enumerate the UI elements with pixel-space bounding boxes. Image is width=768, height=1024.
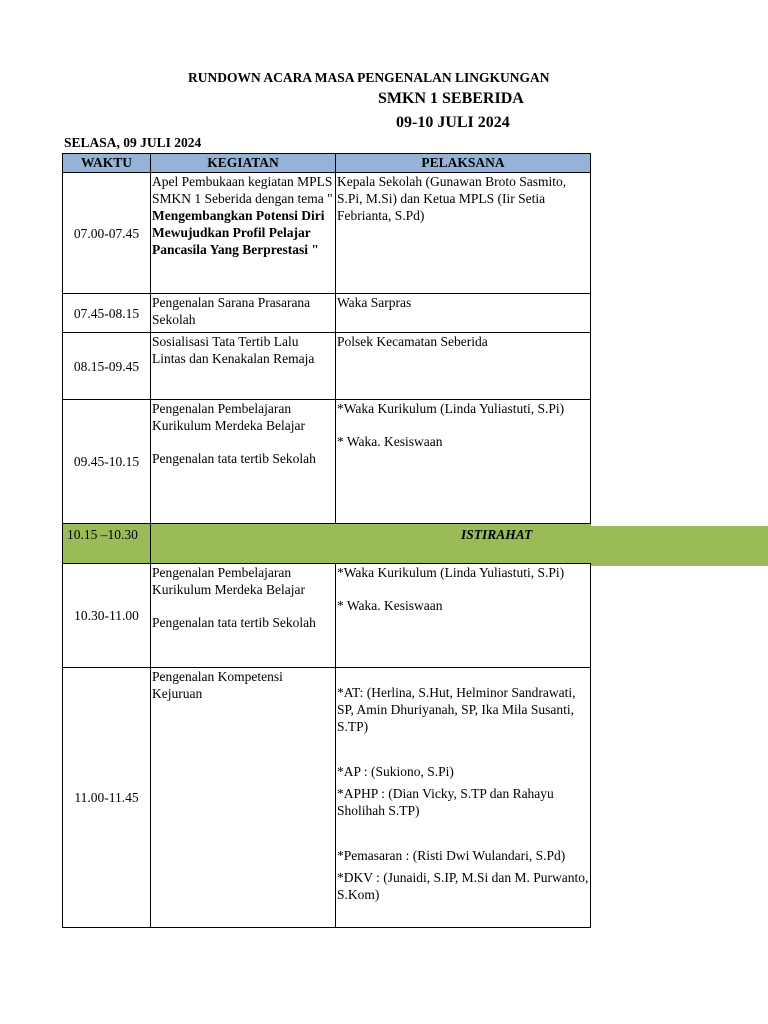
time-cell: 11.00-11.45 (63, 668, 151, 928)
executor-item: *AT: (Herlina, S.Hut, Helminor Sandrawati, SP, Amin Dhuriyanah, SP, Ika Mila Susanti, S.TP) (337, 685, 576, 734)
school-name: SMKN 1 SEBERIDA (378, 90, 524, 107)
activity-theme: Mengembangkan Potensi Diri Mewujudkan Profil Pelajar Pancasila Yang Berprestasi " (152, 208, 325, 257)
time-cell: 09.45-10.15 (63, 400, 151, 524)
table-row (63, 294, 591, 333)
executor-item: *AP : (Sukiono, S.Pi) (337, 764, 454, 779)
rundown-table (62, 153, 591, 928)
activity-item: Pengenalan tata tertib Sekolah (152, 615, 316, 630)
table-row (63, 564, 591, 668)
executor-item: *Waka Kurikulum (Linda Yuliastuti, S.Pi) (337, 401, 565, 416)
break-row (63, 524, 591, 564)
table-header-row (63, 154, 591, 173)
break-label-cell (151, 524, 591, 564)
activity-cell (151, 564, 336, 668)
break-time-cell: 10.15 –10.30 (63, 524, 151, 564)
executor-cell: Waka Sarpras (336, 294, 591, 333)
column-header-executor: PELAKSANA (336, 154, 591, 173)
executor-item: * Waka. Kesiswaan (337, 598, 443, 613)
executor-cell: Kepala Sekolah (Gunawan Broto Sasmito, S.Pi, M.Si) dan Ketua MPLS (Iir Setia Febrianta, S.Pd) (336, 173, 591, 294)
day-heading: SELASA, 09 JULI 2024 (64, 135, 202, 150)
table-row (63, 333, 591, 400)
activity-cell: Pengenalan Sarana Prasarana Sekolah (151, 294, 336, 333)
time-cell: 10.30-11.00 (63, 564, 151, 668)
activity-cell (151, 400, 336, 524)
table-row (63, 668, 591, 928)
table-row (63, 173, 591, 294)
executor-cell (336, 564, 591, 668)
event-dates: 09-10 JULI 2024 (396, 114, 510, 131)
column-header-time: WAKTU (63, 154, 151, 173)
activity-cell: Sosialisasi Tata Tertib Lalu Lintas dan Kenakalan Remaja (151, 333, 336, 400)
time-cell: 07.00-07.45 (63, 173, 151, 294)
executor-cell: Polsek Kecamatan Seberida (336, 333, 591, 400)
break-label: ISTIRAHAT (461, 527, 533, 542)
activity-text: Apel Pembukaan kegiatan MPLS SMKN 1 Seberida dengan tema " (152, 174, 333, 206)
executor-cell (336, 668, 591, 928)
column-header-activity: KEGIATAN (151, 154, 336, 173)
executor-item: * Waka. Kesiswaan (337, 434, 443, 449)
document-title: RUNDOWN ACARA MASA PENGENALAN LINGKUNGAN (188, 70, 550, 85)
time-cell: 08.15-09.45 (63, 333, 151, 400)
activity-item: Pengenalan Pembelajaran Kurikulum Merdeka Belajar (152, 565, 305, 597)
activity-cell: Pengenalan Kompetensi Kejuruan (151, 668, 336, 928)
table-row (63, 400, 591, 524)
break-row-fill-extension (590, 526, 768, 566)
executor-item: *Waka Kurikulum (Linda Yuliastuti, S.Pi) (337, 565, 565, 580)
activity-cell (151, 173, 336, 294)
executor-item: *APHP : (Dian Vicky, S.TP dan Rahayu Sholihah S.TP) (337, 786, 554, 818)
executor-item: *DKV : (Junaidi, S.IP, M.Si dan M. Purwanto, S.Kom) (337, 870, 589, 902)
executor-item: *Pemasaran : (Risti Dwi Wulandari, S.Pd) (337, 848, 566, 863)
executor-cell (336, 400, 591, 524)
time-cell: 07.45-08.15 (63, 294, 151, 333)
activity-item: Pengenalan Pembelajaran Kurikulum Merdeka Belajar (152, 401, 305, 433)
activity-item: Pengenalan tata tertib Sekolah (152, 451, 316, 466)
